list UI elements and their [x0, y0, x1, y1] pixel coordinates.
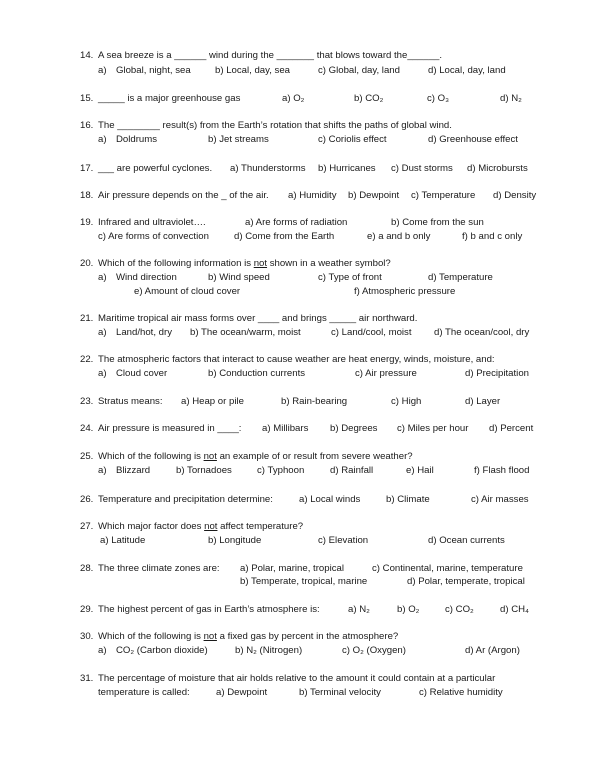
text: The ________ result(s) from the Earth’s rotation that shifts the paths of global wind.	[98, 120, 452, 131]
text: Which of the following is	[98, 451, 204, 462]
option-text	[116, 134, 157, 146]
text: a) Polar, marine, tropical	[240, 563, 344, 574]
text: b) Temperate, tropical, marine	[240, 576, 368, 587]
text: a)	[98, 465, 107, 476]
answer-option	[208, 272, 270, 284]
text: c) High	[391, 396, 422, 407]
text: c) Elevation	[318, 535, 369, 546]
question-number: 29.	[80, 604, 94, 615]
text: c) Relative humidity	[419, 687, 503, 698]
question-text	[98, 563, 220, 575]
text: Which of the following is	[98, 631, 204, 642]
text: The highest percent of gas in Earth’s atmosphere is:	[98, 604, 320, 615]
answer-option	[331, 327, 412, 339]
answer-option	[330, 423, 377, 435]
text: c) Global, day, land	[318, 65, 400, 76]
text: a)	[98, 65, 107, 76]
text: affect temperature?	[217, 521, 304, 532]
question-text	[98, 163, 212, 175]
text: b) Degrees	[330, 423, 378, 434]
question-number: 24.	[80, 423, 94, 434]
answer-option	[500, 604, 529, 616]
text: a) Thunderstorms	[230, 163, 306, 174]
question-text	[98, 190, 269, 202]
answer-option	[208, 535, 261, 547]
text: The percentage of moisture that air holds relative to the amount it could contain at a particular	[98, 673, 496, 684]
option-text	[116, 368, 167, 380]
text: an example of or result from severe weather?	[216, 451, 413, 462]
answer-option	[98, 272, 107, 284]
answer-option	[299, 494, 360, 506]
option-text	[116, 465, 150, 477]
answer-option	[406, 465, 434, 477]
question-number: 25.	[80, 451, 94, 462]
text: c) Air pressure	[355, 368, 417, 379]
answer-option	[391, 163, 453, 175]
answer-option	[354, 93, 383, 105]
text: CO₂ (Carbon dioxide)	[116, 645, 208, 656]
text: The three climate zones are:	[98, 563, 220, 574]
text: c) Coriolis effect	[318, 134, 387, 145]
text: c) Air masses	[471, 494, 529, 505]
answer-option	[411, 190, 475, 202]
answer-option	[318, 535, 368, 547]
text: c) O₂ (Oxygen)	[342, 645, 406, 656]
question-number: 21.	[80, 313, 94, 324]
answer-option	[474, 465, 529, 477]
text: b) Local, day, sea	[215, 65, 291, 76]
text: Wind direction	[116, 272, 177, 283]
text: d) Temperature	[428, 272, 493, 283]
option-text	[116, 327, 172, 339]
question-text	[98, 354, 495, 366]
text: Temperature and precipitation determine:	[98, 494, 273, 505]
text: b) The ocean/warm, moist	[190, 327, 301, 338]
text: a) Dewpoint	[216, 687, 268, 698]
text: d) Ar (Argon)	[465, 645, 520, 656]
text: shown in a weather symbol?	[267, 258, 391, 269]
text: a)	[98, 645, 107, 656]
text: a)	[98, 134, 107, 145]
question-text	[98, 258, 391, 270]
text: Cloud cover	[116, 368, 168, 379]
emphasis-underline: not	[253, 258, 268, 269]
text: e) a and b only	[367, 231, 431, 242]
question-number: 30.	[80, 631, 94, 642]
answer-option	[465, 396, 500, 408]
option-text	[116, 65, 191, 77]
answer-option	[234, 231, 334, 243]
answer-option	[230, 163, 306, 175]
question-text	[98, 451, 413, 463]
answer-option	[348, 190, 399, 202]
emphasis-underline: not	[204, 521, 218, 532]
answer-option	[240, 563, 344, 575]
text: b) Tornadoes	[176, 465, 232, 476]
answer-option	[282, 93, 304, 105]
text: b) Wind speed	[208, 272, 270, 283]
text: temperature is called:	[98, 687, 190, 698]
option-text	[116, 645, 208, 657]
text: c) Are forms of convection	[98, 231, 209, 242]
text: The atmospheric factors that interact to cause weather are heat energy, winds, moisture, and:	[98, 354, 495, 365]
question-number: 28.	[80, 563, 94, 574]
text: a) Millibars	[262, 423, 309, 434]
text: d) N₂	[500, 93, 522, 104]
text: Infrared and ultraviolet….	[98, 217, 206, 228]
answer-option	[493, 190, 536, 202]
text: a) Local winds	[299, 494, 361, 505]
answer-option	[281, 396, 347, 408]
answer-option	[208, 368, 305, 380]
answer-option	[98, 327, 107, 339]
text: Doldrums	[116, 134, 158, 145]
answer-option	[391, 396, 421, 408]
text: a fixed gas by percent in the atmosphere?	[216, 631, 399, 642]
emphasis-underline: not	[203, 451, 217, 462]
answer-option	[391, 217, 484, 229]
text: d) Come from the Earth	[234, 231, 335, 242]
text: d) Rainfall	[330, 465, 374, 476]
text: d) Local, day, land	[428, 65, 506, 76]
question-number: 22.	[80, 354, 94, 365]
answer-option	[98, 465, 107, 477]
option-text	[116, 272, 177, 284]
text: b) Terminal velocity	[299, 687, 381, 698]
text: b) Dewpoint	[348, 190, 400, 201]
answer-option	[318, 134, 387, 146]
text: c) O₃	[427, 93, 450, 104]
answer-option	[367, 231, 430, 243]
answer-option	[176, 465, 232, 477]
answer-option	[318, 163, 376, 175]
text: Stratus means:	[98, 396, 163, 407]
answer-option	[355, 368, 417, 380]
text: ___ are powerful cyclones.	[98, 163, 213, 174]
answer-option	[240, 576, 367, 588]
text: c) Miles per hour	[397, 423, 469, 434]
text: b) Jet streams	[208, 134, 269, 145]
answer-option	[428, 65, 506, 77]
text: b) CO₂	[354, 93, 384, 104]
question-text	[98, 396, 163, 408]
text: e) Hail	[406, 465, 434, 476]
answer-option	[354, 286, 455, 298]
question-number: 18.	[80, 190, 94, 201]
question-number: 20.	[80, 258, 94, 269]
answer-option	[397, 604, 419, 616]
answer-option	[318, 272, 382, 284]
text: A sea breeze is a ______ wind during the _______ that blows toward the______.	[98, 50, 443, 61]
answer-option	[428, 134, 518, 146]
question-number: 14.	[80, 50, 94, 61]
answer-option	[98, 65, 107, 77]
answer-option	[372, 563, 523, 575]
answer-option	[215, 65, 290, 77]
answer-option	[428, 535, 505, 547]
text: c) CO₂	[445, 604, 474, 615]
text: a)	[98, 272, 107, 283]
question-number: 26.	[80, 494, 94, 505]
text: d) Microbursts	[467, 163, 528, 174]
text: b) Rain-bearing	[281, 396, 348, 407]
text: c) Dust storms	[391, 163, 453, 174]
question-text	[98, 313, 417, 325]
emphasis-underline: not	[203, 631, 217, 642]
text: d) Greenhouse effect	[428, 134, 518, 145]
answer-option	[288, 190, 337, 202]
answer-option	[318, 65, 400, 77]
answer-option	[257, 465, 304, 477]
text: f) Flash flood	[474, 465, 530, 476]
text: Land/hot, dry	[116, 327, 173, 338]
question-number: 16.	[80, 120, 94, 131]
question-text	[98, 494, 273, 506]
answer-option	[465, 368, 529, 380]
option-text	[98, 687, 190, 699]
answer-option	[134, 286, 240, 298]
text: b) O₂	[397, 604, 420, 615]
text: d) Precipitation	[465, 368, 529, 379]
text: _____ is a major greenhouse gas	[98, 93, 241, 104]
text: b) Hurricanes	[318, 163, 376, 174]
question-number: 31.	[80, 673, 94, 684]
question-text	[98, 673, 495, 685]
question-number: 27.	[80, 521, 94, 532]
answer-option	[98, 645, 107, 657]
question-text	[98, 93, 240, 105]
text: a)	[98, 368, 107, 379]
answer-option	[407, 576, 525, 588]
text: f) Atmospheric pressure	[354, 286, 456, 297]
answer-option	[465, 645, 520, 657]
text: d) Ocean currents	[428, 535, 505, 546]
text: Blizzard	[116, 465, 151, 476]
answer-option	[98, 134, 107, 146]
answer-option	[386, 494, 430, 506]
text: e) Amount of cloud cover	[134, 286, 241, 297]
text: b) Longitude	[208, 535, 262, 546]
answer-option	[98, 368, 107, 380]
text: Air pressure depends on the _ of the air.	[98, 190, 269, 201]
text: c) Temperature	[411, 190, 476, 201]
text: b) Come from the sun	[391, 217, 484, 228]
question-text	[98, 423, 241, 435]
text: b) Conduction currents	[208, 368, 306, 379]
answer-option	[434, 327, 529, 339]
text: b) N₂ (Nitrogen)	[235, 645, 303, 656]
answer-option	[216, 687, 267, 699]
text: a) Humidity	[288, 190, 337, 201]
text: Which major factor does	[98, 521, 205, 532]
text: Which of the following information is	[98, 258, 254, 269]
text: d) Percent	[489, 423, 534, 434]
question-number: 15.	[80, 93, 94, 104]
answer-option	[262, 423, 308, 435]
text: a) N₂	[348, 604, 370, 615]
text: d) Polar, temperate, tropical	[407, 576, 525, 587]
answer-option	[245, 217, 347, 229]
answer-option	[397, 423, 468, 435]
question-text	[98, 50, 442, 62]
answer-option	[489, 423, 533, 435]
text: Global, night, sea	[116, 65, 191, 76]
question-number: 19.	[80, 217, 94, 228]
answer-option	[98, 231, 209, 243]
text: c) Typhoon	[257, 465, 305, 476]
answer-option	[348, 604, 370, 616]
answer-option	[471, 494, 529, 506]
answer-option	[342, 645, 406, 657]
text: b) Climate	[386, 494, 430, 505]
text: d) Density	[493, 190, 537, 201]
answer-option	[330, 465, 373, 477]
answer-option	[467, 163, 528, 175]
text: Air pressure is measured in ____:	[98, 423, 242, 434]
text: c) Continental, marine, temperature	[372, 563, 523, 574]
answer-option	[427, 93, 449, 105]
answer-option	[500, 93, 522, 105]
question-number: 23.	[80, 396, 94, 407]
text: Maritime tropical air mass forms over ____ and brings _____ air northward.	[98, 313, 418, 324]
question-text	[98, 521, 303, 533]
question-number: 17.	[80, 163, 94, 174]
text: c) Type of front	[318, 272, 382, 283]
answer-option	[428, 272, 493, 284]
text: c) Land/cool, moist	[331, 327, 412, 338]
question-text	[98, 120, 452, 132]
answer-option	[190, 327, 301, 339]
text: a) Heap or pile	[181, 396, 244, 407]
answer-option	[419, 687, 503, 699]
question-text	[98, 604, 320, 616]
text: a) O₂	[282, 93, 305, 104]
question-text	[98, 217, 206, 229]
answer-option	[100, 535, 145, 547]
text: f) b and c only	[462, 231, 523, 242]
answer-option	[462, 231, 522, 243]
text: d) The ocean/cool, dry	[434, 327, 530, 338]
answer-option	[208, 134, 269, 146]
answer-option	[445, 604, 474, 616]
text: a) Latitude	[100, 535, 146, 546]
question-text	[98, 631, 398, 643]
text: a)	[98, 327, 107, 338]
text: a) Are forms of radiation	[245, 217, 348, 228]
text: d) Layer	[465, 396, 501, 407]
answer-option	[299, 687, 381, 699]
answer-option	[181, 396, 244, 408]
text: d) CH₄	[500, 604, 529, 615]
answer-option	[235, 645, 302, 657]
